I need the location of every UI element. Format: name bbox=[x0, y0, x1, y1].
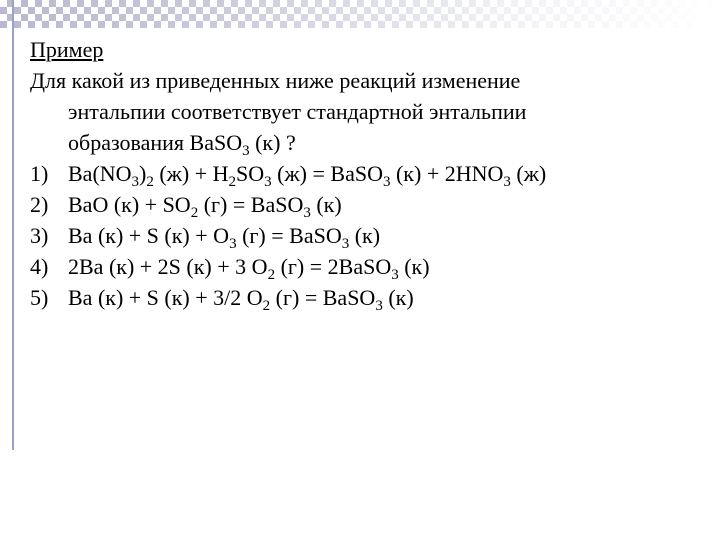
option-number: 5) bbox=[30, 285, 49, 310]
option-4 bbox=[30, 251, 700, 282]
option-equation: $Ba(NO_3)_2$ $(ж) + H_2SO_3$ (ж) = BaSO$_3$ $(к) + 2HNO_3$ (ж) bbox=[68, 161, 547, 190]
question-line-3: образования BaSO$_3$ (к) ? bbox=[68, 130, 296, 159]
question-line-1: Для какой из приведенных ниже реакций изменение bbox=[30, 68, 521, 93]
option-number: 3) bbox=[30, 223, 49, 248]
option-equation: 2Ba (к) + 2S (к) + 3 $O_2$ (г) = 2BaSO$_3$ (к) bbox=[68, 254, 430, 283]
option-number: 1) bbox=[30, 161, 49, 186]
question-text bbox=[30, 65, 700, 158]
option-1 bbox=[30, 158, 700, 189]
decorative-vertical-line bbox=[12, 0, 14, 450]
checker-fade-overlay bbox=[0, 0, 720, 28]
slide-content bbox=[30, 34, 700, 313]
option-equation: Ba (к) + S (к) + 3/2 $O_2$ (г) = BaSO$_3$ (к) bbox=[68, 285, 414, 314]
option-number: 2) bbox=[30, 192, 49, 217]
question-line-2: энтальпии соответствует стандартной энтальпии bbox=[68, 99, 527, 124]
option-3 bbox=[30, 220, 700, 251]
option-2 bbox=[30, 189, 700, 220]
option-number: 4) bbox=[30, 254, 49, 279]
option-equation: BaO $(к) + SO_2$ (г) = BaSO$_3$ (к) bbox=[68, 192, 342, 221]
option-5 bbox=[30, 282, 700, 313]
option-equation: Ba (к) + S $(к) + O_3$ (г) = BaSO$_3$ (к) bbox=[68, 223, 381, 252]
slide-title: Пример bbox=[30, 37, 104, 62]
